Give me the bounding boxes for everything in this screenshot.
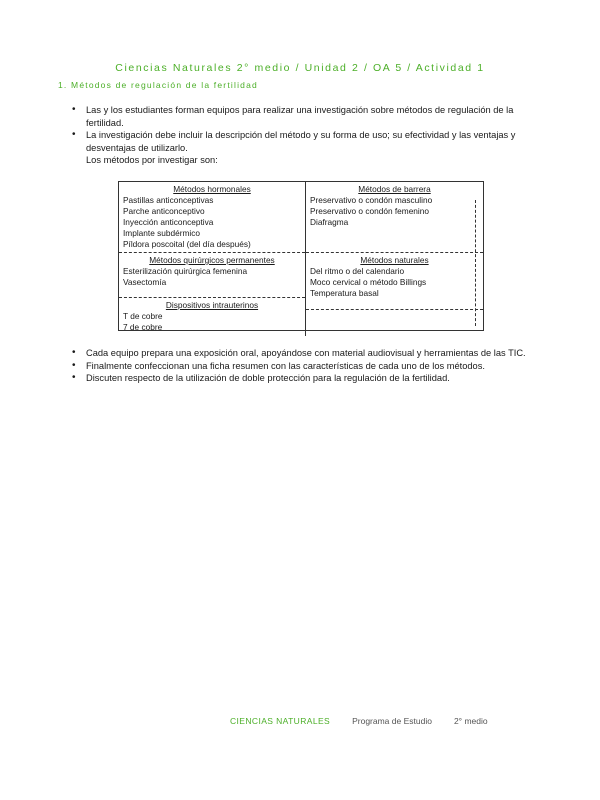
- list-item: Vasectomía: [123, 277, 167, 287]
- footer-program: Programa de Estudio: [352, 716, 432, 726]
- list-item: Inyección anticonceptiva: [123, 217, 214, 227]
- closing-bullet-list: [72, 347, 552, 385]
- bullet-text: Finalmente confeccionan una ficha resumen con las características de cada uno de los métodos.: [86, 360, 485, 371]
- hormonal-methods-title: Métodos hormonales: [173, 184, 251, 194]
- list-item: T de cobre: [123, 311, 163, 321]
- list-item: 7 de cobre: [123, 322, 163, 332]
- barrier-methods-cell: [306, 182, 483, 250]
- bullet-follow-text: Los métodos por investigar son:: [86, 155, 218, 165]
- list-item: Temperatura basal: [310, 288, 379, 298]
- intro-bullet-list: [72, 104, 552, 167]
- footer-subject: CIENCIAS NATURALES: [230, 716, 331, 726]
- list-item: Parche anticonceptivo: [123, 206, 205, 216]
- list-item: Implante subdérmico: [123, 228, 201, 238]
- list-item: [72, 347, 552, 360]
- hormonal-methods-cell: [119, 182, 305, 250]
- bullet-text: Cada equipo prepara una exposición oral, apoyándose con material audiovisual y herramientas de las TIC.: [86, 348, 526, 358]
- list-item: [72, 129, 552, 167]
- list-item: Píldora poscoital (del día después): [123, 239, 251, 249]
- footer-grade: 2° medio: [453, 716, 488, 726]
- bullet-text: La investigación debe incluir la descripción del método y su forma de uso; su efectividad y las ventajas y desventajas de utilizarlo.: [86, 130, 516, 153]
- bullet-text: Discuten respecto de la utilización de doble protección para la regulación de la fertilidad.: [86, 373, 450, 383]
- list-item: Moco cervical o método Billings: [310, 277, 427, 287]
- natural-methods-title: Métodos naturales: [360, 255, 429, 265]
- page-header-title: Ciencias Naturales 2° medio / Unidad 2 / OA 5 / Actividad 1: [115, 62, 485, 74]
- page-footer: [230, 716, 488, 726]
- bullet-text: Las y los estudiantes forman equipos para realizar una investigación sobre métodos de regulación de la fertilidad.: [86, 105, 514, 128]
- table-left-column: [119, 182, 306, 336]
- divider: [475, 200, 477, 326]
- methods-table: [118, 181, 484, 331]
- permanent-methods-title: Métodos quirúrgicos permanentes: [149, 255, 275, 265]
- list-item: [72, 104, 552, 129]
- list-item: Preservativo o condón femenino: [310, 206, 429, 216]
- list-item: [72, 360, 552, 373]
- section-heading: 1. Métodos de regulación de la fertilidad: [58, 80, 258, 90]
- divider: [306, 309, 483, 310]
- list-item: [72, 372, 552, 385]
- intrauterine-devices-title: Dispositivos intrauterinos: [165, 300, 259, 310]
- table-right-column: [306, 182, 483, 336]
- intrauterine-devices-cell: [119, 298, 305, 336]
- list-item: Esterilización quirúrgica femenina: [123, 266, 248, 276]
- permanent-methods-cell: [119, 253, 305, 295]
- barrier-methods-title: Métodos de barrera: [358, 184, 431, 194]
- list-item: Preservativo o condón masculino: [310, 195, 433, 205]
- natural-methods-cell: [306, 253, 483, 307]
- list-item: Diafragma: [310, 217, 349, 227]
- list-item: Pastillas anticonceptivas: [123, 195, 214, 205]
- list-item: Del ritmo o del calendario: [310, 266, 405, 276]
